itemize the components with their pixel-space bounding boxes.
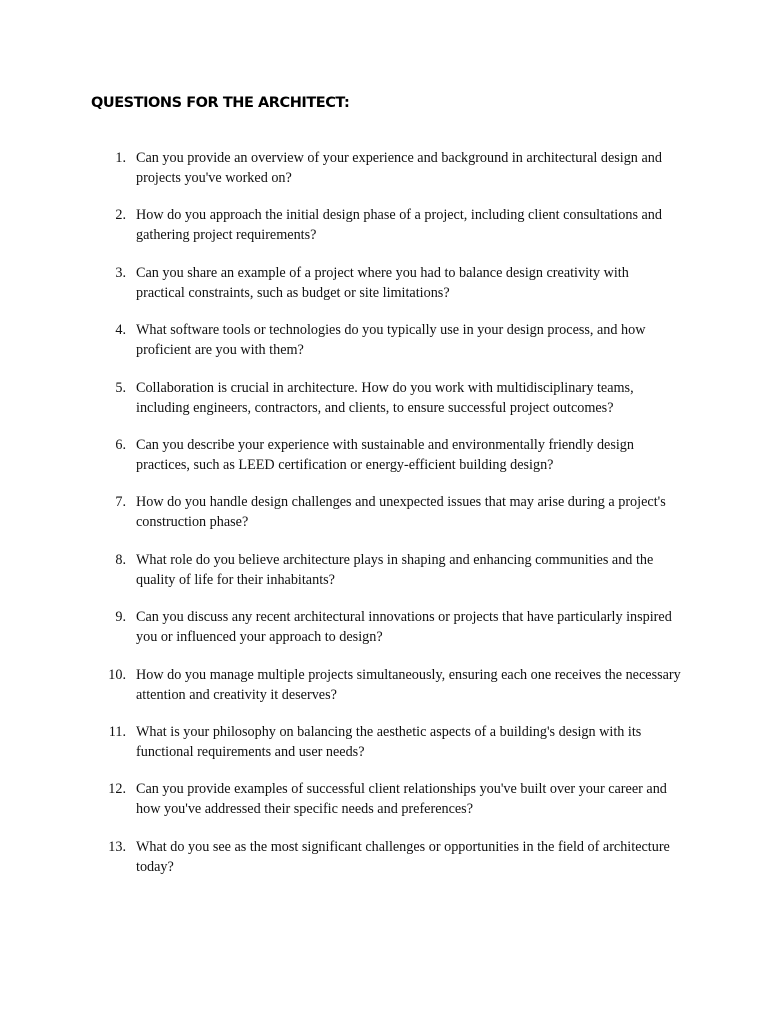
question-text: Can you share an example of a project where you had to balance design creativity with practical constraints, such as budget or site limitations? <box>136 264 629 301</box>
question-text: How do you handle design challenges and unexpected issues that may arise during a project's construction phase? <box>136 494 666 531</box>
document-title: QUESTIONS FOR THE ARCHITECT: <box>91 95 350 111</box>
question-item-4 <box>0 320 768 377</box>
question-item-2 <box>0 205 768 262</box>
question-text: Can you provide examples of successful client relationships you've built over your career and how you've addressed their specific needs and preferences? <box>136 781 667 818</box>
question-text: Can you discuss any recent architectural innovations or projects that have particularly inspired you or influenced your approach to design? <box>136 609 672 646</box>
question-item-10 <box>0 665 768 722</box>
question-text: What is your philosophy on balancing the aesthetic aspects of a building's design with its functional requirements and user needs? <box>136 723 642 760</box>
question-text: What role do you believe architecture plays in shaping and enhancing communities and the quality of life for their inhabitants? <box>136 551 654 588</box>
question-text: What do you see as the most significant challenges or opportunities in the field of architecture today? <box>136 838 670 875</box>
question-text: Can you describe your experience with sustainable and environmentally friendly design practices, such as LEED certification or energy-efficient building design? <box>136 436 634 473</box>
question-list <box>0 148 768 894</box>
question-item-7 <box>0 492 768 549</box>
question-number: 7. <box>115 494 126 511</box>
question-item-5 <box>0 378 768 435</box>
question-item-1 <box>0 148 768 205</box>
question-text: Collaboration is crucial in architecture. How do you work with multidisciplinary teams, including engineers, contractors, and clients, to ensure successful project outcomes? <box>136 379 634 416</box>
question-number: 13. <box>108 838 126 855</box>
question-text: What software tools or technologies do you typically use in your design process, and how proficient are you with them? <box>136 322 646 359</box>
question-item-3 <box>0 263 768 320</box>
question-text: Can you provide an overview of your experience and background in architectural design and projects you've worked on? <box>136 150 662 186</box>
question-number: 9. <box>115 609 126 626</box>
question-number: 3. <box>115 264 126 281</box>
question-item-9 <box>0 607 768 664</box>
question-text: How do you approach the initial design phase of a project, including client consultations and gathering project requirements? <box>136 207 662 244</box>
question-item-11 <box>0 722 768 779</box>
question-number: 8. <box>115 551 126 568</box>
question-number: 4. <box>115 322 126 339</box>
question-number: 2. <box>115 207 126 224</box>
question-number: 1. <box>115 150 126 166</box>
question-item-6 <box>0 435 768 492</box>
question-number: 11. <box>108 723 126 740</box>
question-number: 6. <box>115 436 126 453</box>
question-number: 12. <box>108 781 126 798</box>
question-number: 10. <box>108 666 126 683</box>
question-item-8 <box>0 550 768 607</box>
question-item-12 <box>0 779 768 836</box>
question-text: How do you manage multiple projects simultaneously, ensuring each one receives the necessary attention and creativity it deserves? <box>136 666 681 703</box>
question-number: 5. <box>115 379 126 396</box>
question-item-13 <box>0 837 768 894</box>
